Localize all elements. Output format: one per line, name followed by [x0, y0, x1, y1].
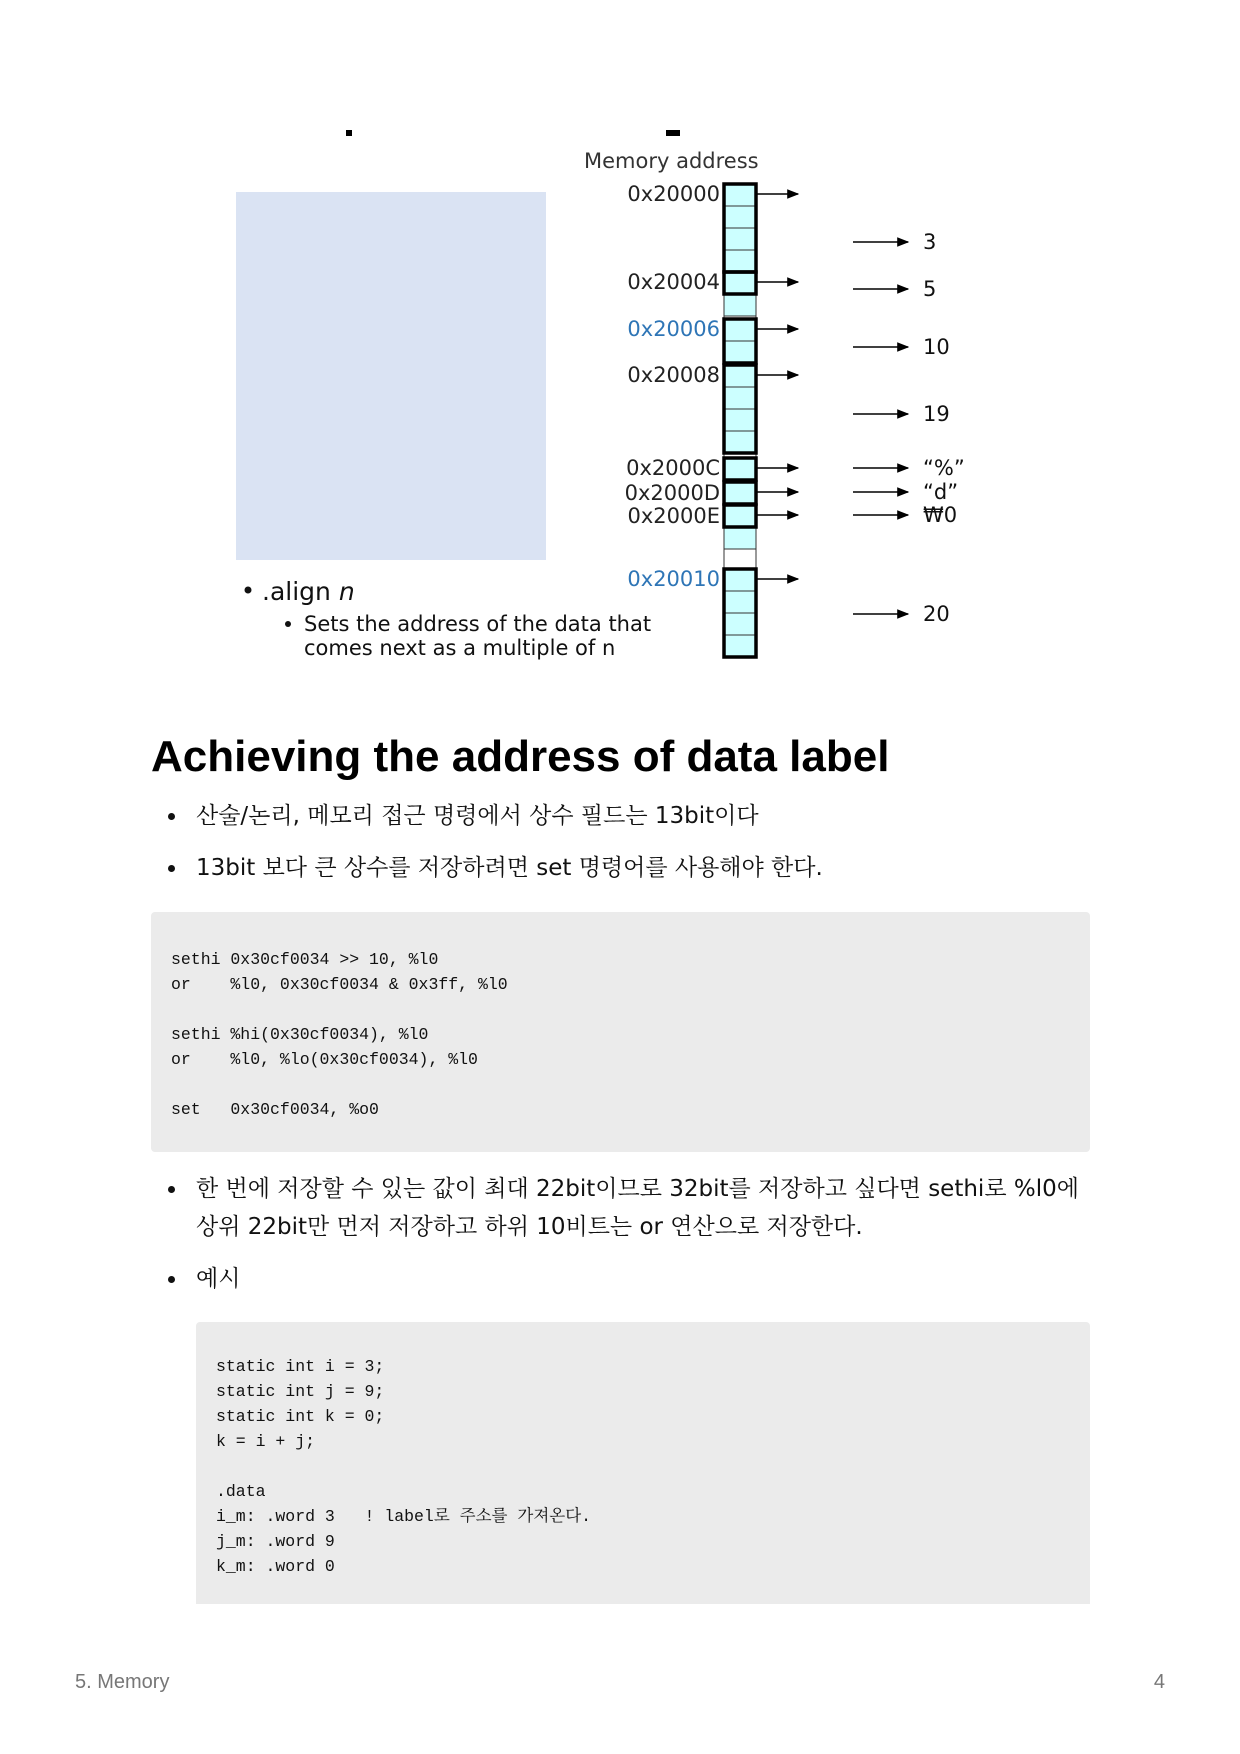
memory-byte-cell	[724, 505, 756, 527]
memory-byte-cell	[724, 527, 756, 549]
memory-byte-cell	[724, 228, 756, 250]
memory-byte-cell	[724, 613, 756, 635]
bullet-item: 13bit 보다 큰 상수를 저장하려면 set 명령어를 사용해야 한다.	[151, 849, 1091, 887]
memory-value: 19	[923, 402, 950, 426]
memory-byte-cell	[724, 482, 756, 504]
memory-column	[724, 184, 756, 657]
assembly-code-panel	[236, 192, 546, 560]
memory-byte-cell	[724, 319, 756, 341]
memory-value: “d”	[923, 480, 959, 504]
address-label: 0x20008	[627, 363, 720, 387]
bullet-item: 산술/논리, 메모리 접근 명령에서 상수 필드는 13bit이다	[151, 797, 1091, 835]
bullet-item: 한 번에 저장할 수 있는 값이 최대 22bit이므로 32bit를 저장하고 싶다면 sethi로 %l0에 상위 22bit만 먼저 저장하고 하위 10비트는 or 연산으로 저장한다.	[151, 1170, 1091, 1246]
address-label: 0x20004	[627, 270, 720, 294]
memory-value: “%”	[923, 456, 965, 480]
address-label: 0x2000D	[624, 481, 720, 505]
memory-byte-cell	[724, 206, 756, 228]
memory-byte-cell	[724, 635, 756, 657]
memory-value: 20	[923, 602, 950, 626]
align-bullet: .align n	[262, 577, 355, 606]
memory-byte-cell	[724, 591, 756, 613]
bullet-dot	[245, 587, 252, 594]
code-block: sethi 0x30cf0034 >> 10, %l0 or %l0, 0x30cf0034 & 0x3ff, %l0 sethi %hi(0x30cf0034), %l0 or %l0, %lo(0x30cf0034), %l0 set 0x30cf0034, %o0	[151, 912, 1090, 1152]
memory-value: ₩0	[923, 503, 958, 527]
cut-heading-fragment	[346, 130, 352, 136]
cut-heading-fragment	[666, 130, 680, 136]
bullet-list	[151, 797, 1091, 887]
memory-value: 5	[923, 277, 937, 301]
memory-byte-cell	[724, 250, 756, 272]
memory-byte-cell	[724, 341, 756, 363]
memory-byte-cell	[724, 365, 756, 387]
footer-chapter: 5. Memory	[75, 1671, 170, 1693]
memory-address-label: Memory address	[584, 149, 759, 173]
memory-byte-cell	[724, 294, 756, 316]
section-title: Achieving the address of data label	[151, 732, 890, 781]
memory-value: 10	[923, 335, 950, 359]
memory-value: 3	[923, 230, 937, 254]
align-desc-line: Sets the address of the data that	[304, 612, 652, 636]
address-label: 0x20000	[627, 182, 720, 206]
bullet-item: 예시	[151, 1260, 1091, 1298]
memory-byte-cell	[724, 184, 756, 206]
address-label: 0x2000E	[627, 504, 720, 528]
address-label: 0x20006	[627, 317, 720, 341]
memory-byte-cell	[724, 409, 756, 431]
address-label: 0x20010	[627, 567, 720, 591]
align-desc-line: comes next as a multiple of n	[304, 636, 616, 660]
bullet-list	[151, 1170, 1091, 1298]
page-number: 4	[1153, 1671, 1165, 1693]
code-block-example: static int i = 3; static int j = 9; static int k = 0; k = i + j; .data i_m: .word 3 ! label로 주소를 가져온다. j_m: .word 9 k_m: .word 0	[196, 1322, 1090, 1604]
memory-byte-cell	[724, 387, 756, 409]
address-label: 0x2000C	[626, 456, 720, 480]
memory-byte-cell	[724, 431, 756, 453]
memory-byte-cell	[724, 272, 756, 294]
memory-byte-cell	[724, 569, 756, 591]
memory-alignment-figure	[228, 130, 988, 680]
memory-byte-cell	[724, 458, 756, 480]
bullet-dot	[285, 621, 291, 627]
